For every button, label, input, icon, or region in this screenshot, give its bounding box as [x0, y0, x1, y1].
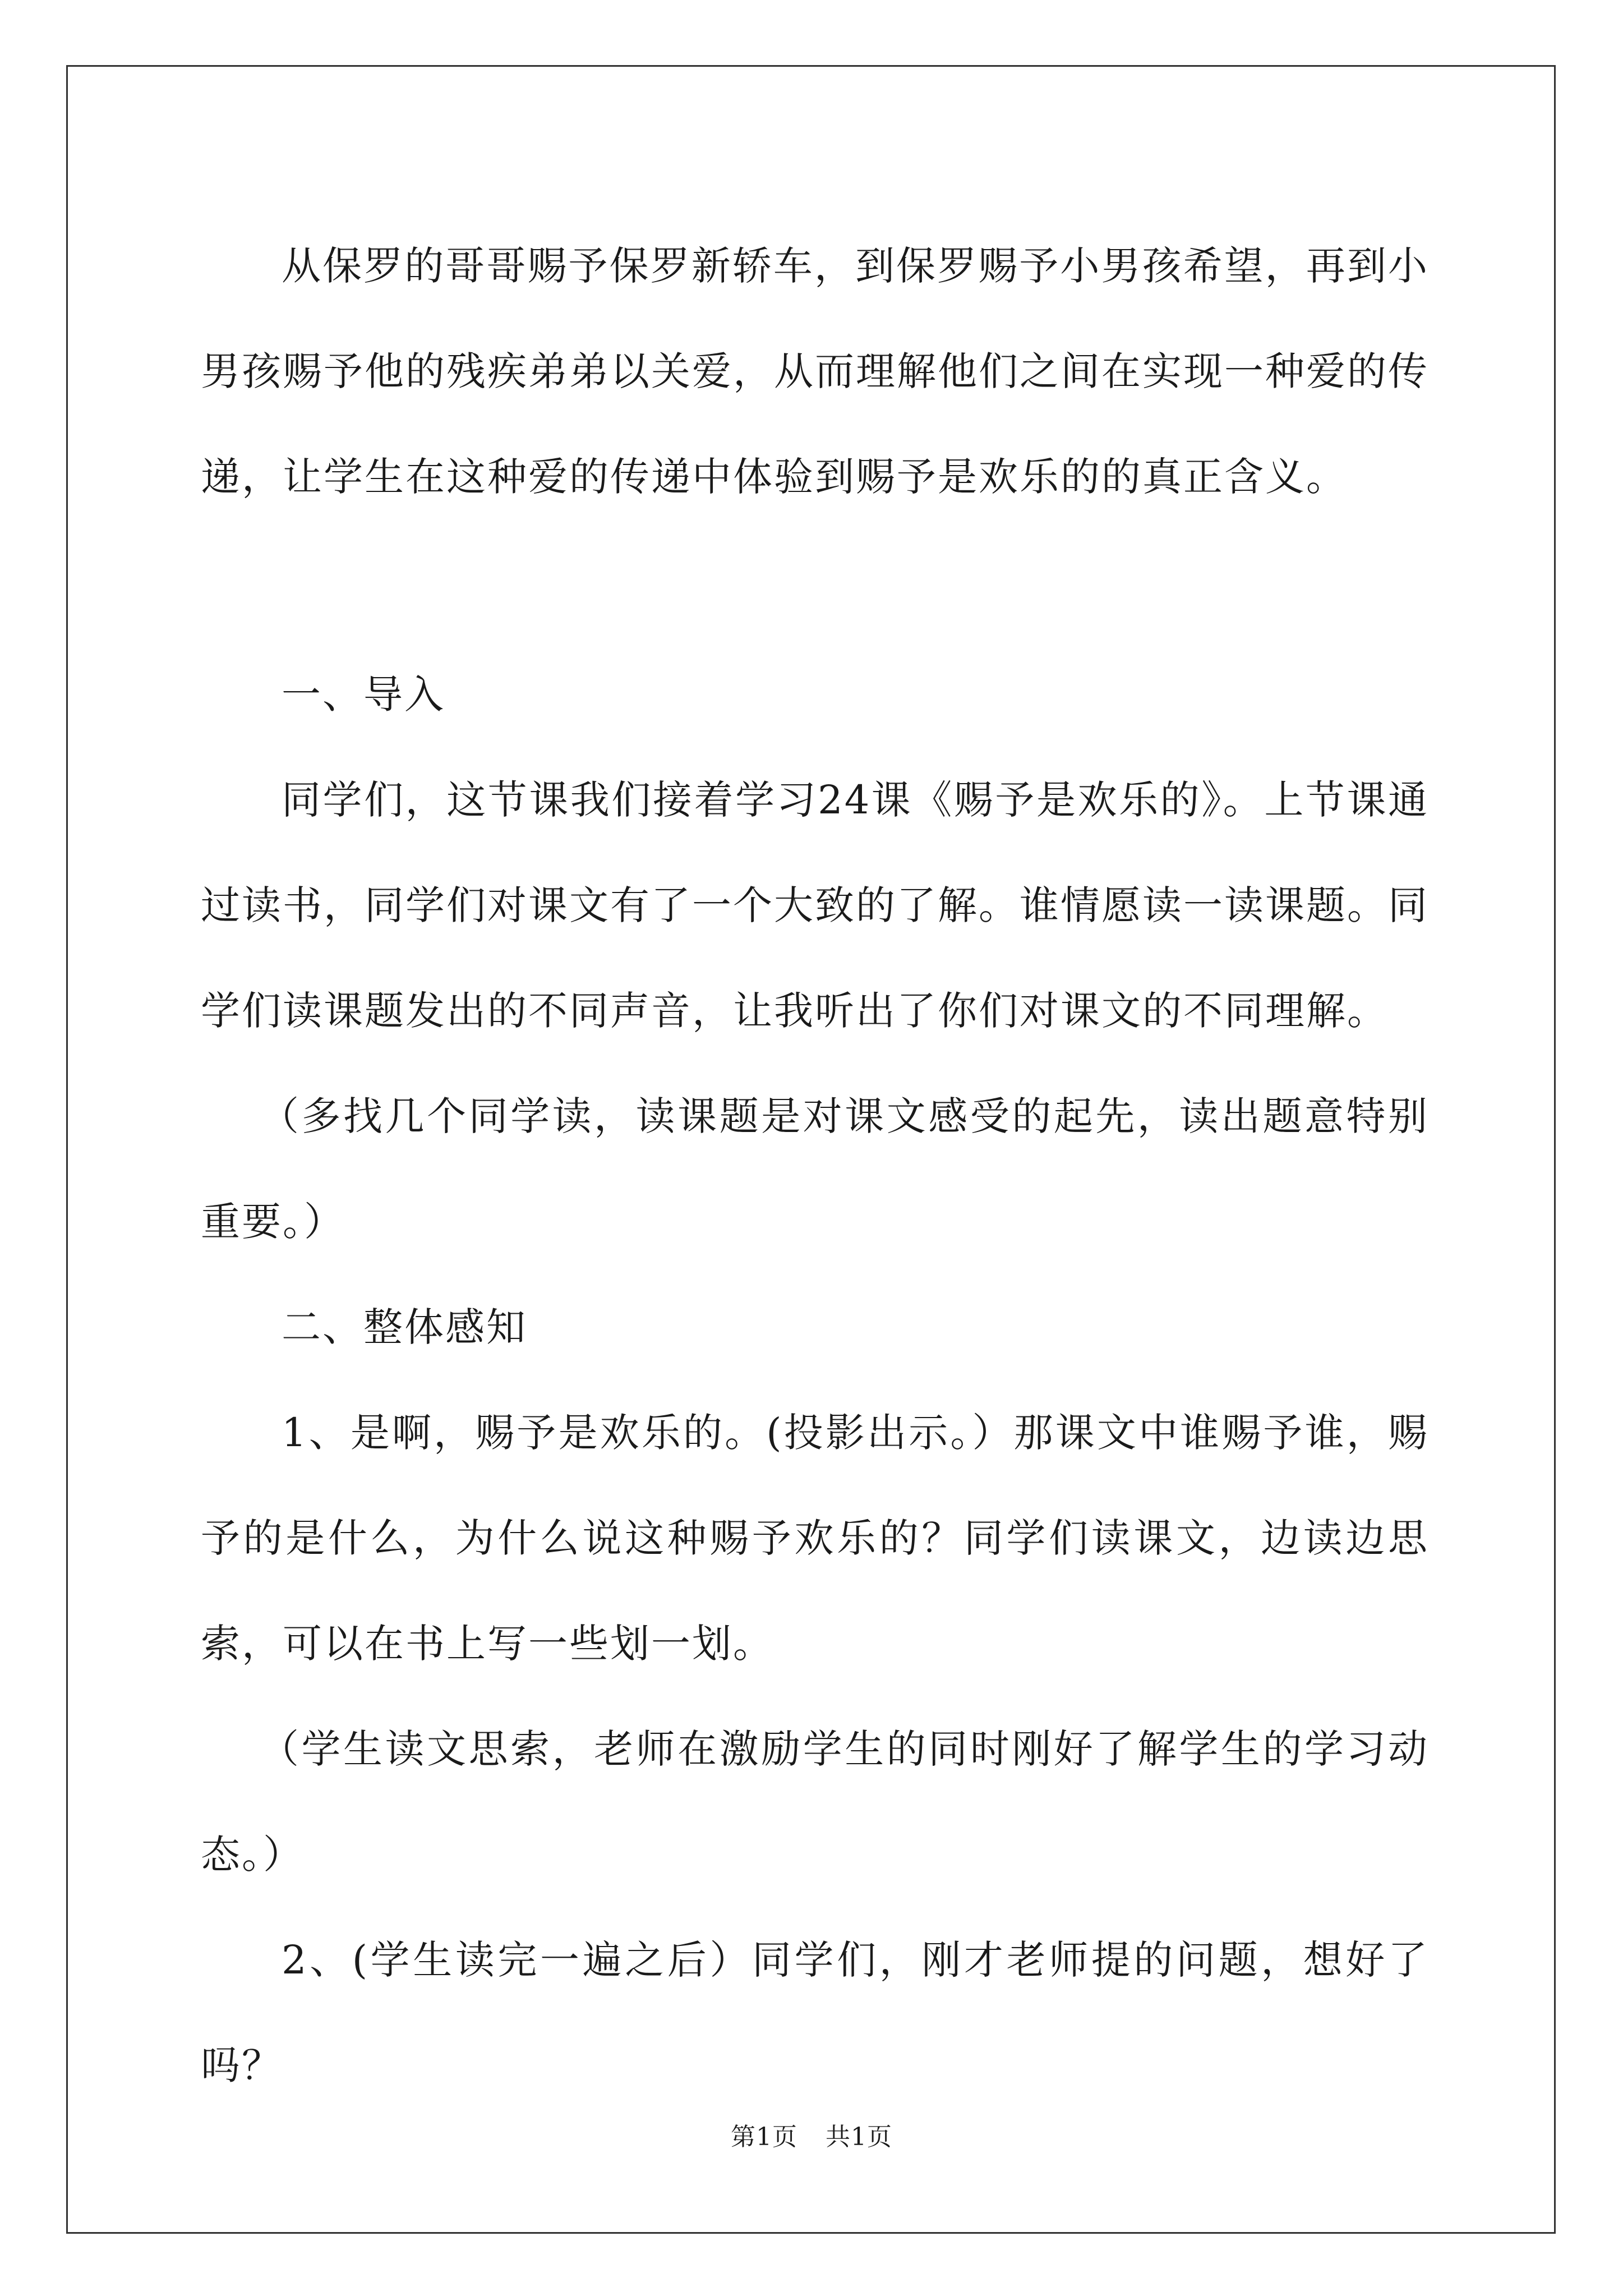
page-footer [0, 2120, 1623, 2154]
paragraph-step-1: 1、是啊，赐予是欢乐的。(投影出示。）那课文中谁赐予谁，赐予的是什么，为什么说这种赐予欢乐的？同学们读课文，边读边思索，可以在书上写一些划一划。 [201, 1410, 1429, 1667]
paragraph-intro: 同学们，这节课我们接着学习24课《赐予是欢乐的》。上节课通过读书，同学们对课文有了一个大致的了解。谁情愿读一读课题。同学们读课题发出的不同声音，让我听出了你们对课文的不同理解。 [201, 777, 1429, 1034]
page-number: 第1页 [731, 2123, 797, 2151]
paragraph-step-1-note: （学生读文思索，老师在激励学生的同时刚好了解学生的学习动态。） [201, 1726, 1429, 1878]
section-heading-overview: 二、整体感知 [282, 1304, 527, 1350]
document-body [201, 213, 1429, 2118]
section-heading-intro: 一、导入 [282, 671, 445, 717]
paragraph-intro-note: （多找几个同学读，读课题是对课文感受的起先，读出题意特别重要。） [201, 1093, 1429, 1245]
paragraph-summary: 从保罗的哥哥赐予保罗新轿车，到保罗赐予小男孩希望，再到小男孩赐予他的残疾弟弟以关爱，从而理解他们之间在实现一种爱的传递，让学生在这种爱的传递中体验到赐予是欢乐的的真正含义。 [201, 243, 1429, 500]
paragraph-step-2: 2、(学生读完一遍之后）同学们，刚才老师提的问题，想好了吗？ [201, 1937, 1429, 2088]
page-total: 共1页 [826, 2123, 892, 2151]
